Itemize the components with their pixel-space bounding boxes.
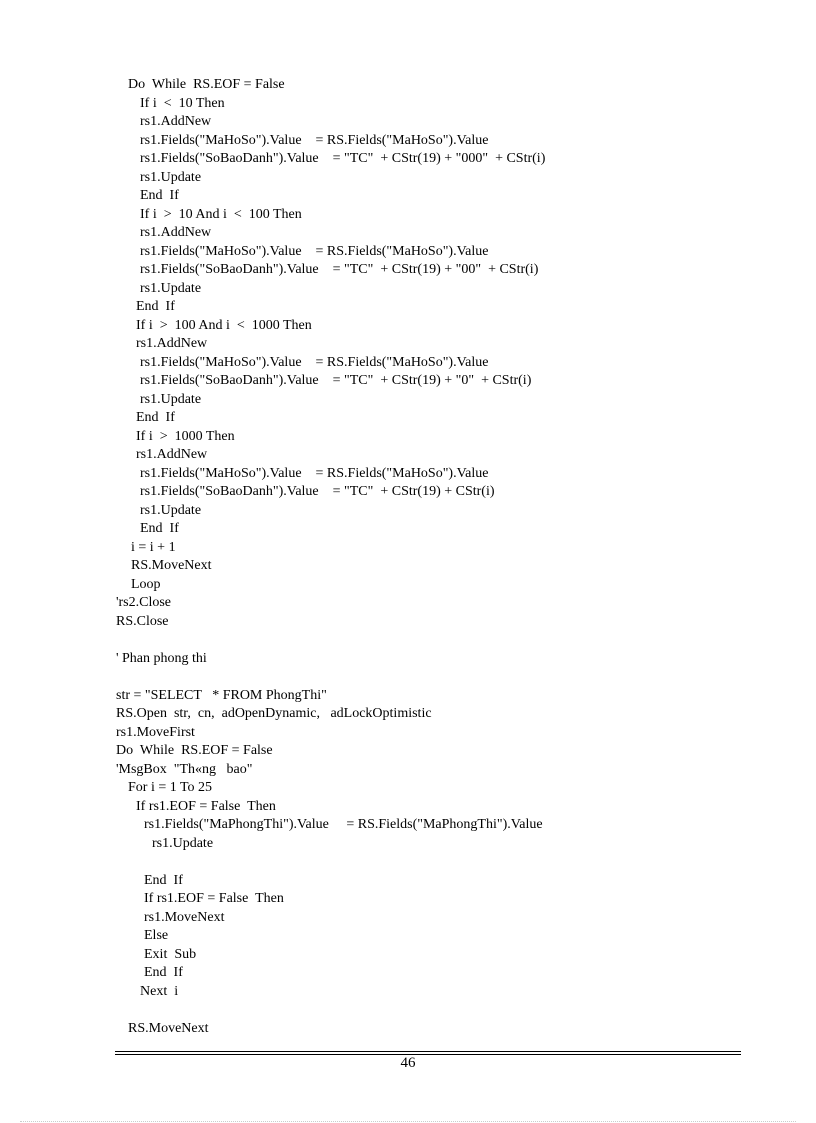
code-line: Loop bbox=[131, 576, 161, 592]
code-line: rs1.AddNew bbox=[136, 447, 208, 462]
code-line: For i = 1 To 25 bbox=[128, 780, 213, 795]
code-line: rs1.AddNew bbox=[140, 225, 212, 240]
code-line: End If bbox=[144, 965, 183, 980]
code-line: ' Phan phong thi bbox=[116, 650, 207, 666]
code-line: RS.MoveNext bbox=[128, 1020, 209, 1036]
code-line: If rs1.EOF = False Then bbox=[136, 798, 276, 814]
code-line: RS.Open str, cn, adOpenDynamic, adLockOptimistic bbox=[116, 706, 432, 721]
code-line: End If bbox=[140, 521, 179, 536]
code-line: rs1.Fields("SoBaoDanh").Value = "TC" + CStr(19) + "000" + CStr(i) bbox=[140, 151, 546, 166]
code-line: 'rs2.Close bbox=[116, 595, 172, 610]
code-line: If rs1.EOF = False Then bbox=[144, 891, 284, 906]
code-line: Exit Sub bbox=[144, 946, 197, 962]
code-line: End If bbox=[140, 188, 179, 203]
code-line: rs1.Update bbox=[152, 835, 214, 851]
code-line: Next i bbox=[140, 983, 179, 999]
code-line: rs1.Update bbox=[140, 280, 202, 296]
page-number: 46 bbox=[400, 1055, 416, 1071]
code-line: rs1.Fields("MaHoSo").Value = RS.Fields("MaHoSo").Value bbox=[140, 354, 489, 370]
code-line: rs1.Fields("MaHoSo").Value = RS.Fields("MaHoSo").Value bbox=[140, 243, 489, 259]
code-line: End If bbox=[136, 299, 175, 314]
code-line: RS.Close bbox=[116, 613, 169, 629]
page-bottom-border bbox=[20, 1121, 796, 1122]
code-line: rs1.MoveFirst bbox=[116, 724, 195, 740]
code-line: rs1.Fields("SoBaoDanh").Value = "TC" + CStr(19) + CStr(i) bbox=[140, 484, 495, 499]
code-line: rs1.Fields("MaHoSo").Value = RS.Fields("MaHoSo").Value bbox=[140, 132, 489, 148]
code-line: Else bbox=[144, 928, 169, 943]
code-line: rs1.AddNew bbox=[140, 114, 212, 129]
code-line: End If bbox=[144, 872, 183, 888]
code-line: RS.MoveNext bbox=[131, 558, 212, 573]
code-line: If i > 100 And i < 1000 Then bbox=[136, 317, 312, 333]
code-line: rs1.Update bbox=[140, 169, 202, 185]
code-line: Do While RS.EOF = False bbox=[128, 77, 285, 92]
code-line: rs1.Fields("SoBaoDanh").Value = "TC" + CStr(19) + "00" + CStr(i) bbox=[140, 262, 539, 277]
code-line: End If bbox=[136, 410, 175, 425]
code-line: If i > 10 And i < 100 Then bbox=[140, 206, 302, 222]
code-line: rs1.Fields("SoBaoDanh").Value = "TC" + CStr(19) + "0" + CStr(i) bbox=[140, 373, 532, 388]
code-line: rs1.Update bbox=[140, 391, 202, 407]
code-line: str = "SELECT * FROM PhongThi" bbox=[116, 687, 327, 703]
code-line: If i > 1000 Then bbox=[136, 428, 235, 444]
code-line: rs1.Fields("MaPhongThi").Value = RS.Fields("MaPhongThi").Value bbox=[144, 817, 543, 832]
code-line: If i < 10 Then bbox=[140, 95, 225, 111]
code-line: rs1.Update bbox=[140, 502, 202, 518]
code-line: rs1.MoveNext bbox=[144, 909, 225, 925]
code-line: rs1.AddNew bbox=[136, 336, 208, 351]
footer-rule-top bbox=[115, 1051, 741, 1052]
code-line: rs1.Fields("MaHoSo").Value = RS.Fields("MaHoSo").Value bbox=[140, 465, 489, 481]
code-line: i = i + 1 bbox=[131, 539, 176, 555]
code-line: Do While RS.EOF = False bbox=[116, 743, 273, 758]
code-line: 'MsgBox "Th«ng bao" bbox=[116, 761, 253, 777]
